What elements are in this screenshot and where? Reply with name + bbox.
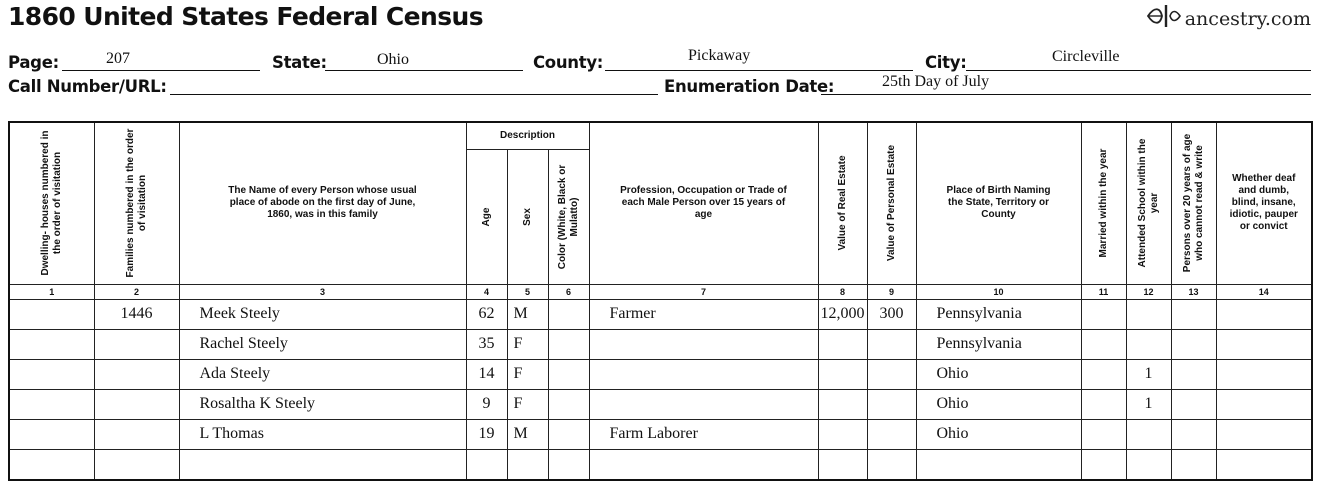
cell-personal-estate[interactable] <box>867 359 916 389</box>
ancestry-logo[interactable] <box>1146 3 1311 34</box>
cell-sex[interactable]: M <box>507 419 548 449</box>
cell-sex[interactable]: F <box>507 389 548 419</box>
table-row <box>9 419 1312 449</box>
cell-school[interactable] <box>1126 419 1171 449</box>
page-label: Page: <box>8 53 59 72</box>
cell-sex[interactable]: F <box>507 359 548 389</box>
cell-illiterate[interactable] <box>1171 359 1216 389</box>
cell-family[interactable] <box>94 359 179 389</box>
column-number: 2 <box>94 284 179 299</box>
cell-color[interactable] <box>548 449 589 480</box>
cell-name[interactable]: L Thomas <box>179 419 466 449</box>
cell-color[interactable] <box>548 299 589 329</box>
cell-occupation[interactable] <box>589 359 818 389</box>
column-number: 7 <box>589 284 818 299</box>
column-number: 10 <box>916 284 1081 299</box>
cell-condition[interactable] <box>1216 389 1312 419</box>
col-header-condition: Whether deaf and dumb, blind, insane, idiotic, pauper or convict <box>1216 122 1312 284</box>
page-value: 207 <box>106 50 130 67</box>
cell-color[interactable] <box>548 359 589 389</box>
city-value: Circleville <box>1052 48 1120 65</box>
column-number: 3 <box>179 284 466 299</box>
cell-age[interactable]: 19 <box>466 419 507 449</box>
column-number: 9 <box>867 284 916 299</box>
census-table <box>8 121 1313 481</box>
cell-dwelling[interactable] <box>9 389 94 419</box>
state-value: Ohio <box>377 51 409 68</box>
cell-condition[interactable] <box>1216 419 1312 449</box>
cell-color[interactable] <box>548 419 589 449</box>
cell-married[interactable] <box>1081 389 1126 419</box>
table-row <box>9 359 1312 389</box>
cell-illiterate[interactable] <box>1171 299 1216 329</box>
cell-personal-estate[interactable] <box>867 419 916 449</box>
cell-school[interactable] <box>1126 299 1171 329</box>
table-row <box>9 389 1312 419</box>
cell-age[interactable]: 35 <box>466 329 507 359</box>
cell-illiterate[interactable] <box>1171 389 1216 419</box>
city-label: City: <box>925 53 967 72</box>
cell-school[interactable]: 1 <box>1126 359 1171 389</box>
cell-dwelling[interactable] <box>9 299 94 329</box>
column-number: 12 <box>1126 284 1171 299</box>
cell-school[interactable] <box>1126 329 1171 359</box>
cell-family[interactable] <box>94 389 179 419</box>
cell-personal-estate[interactable] <box>867 329 916 359</box>
col-header-family: Families numbered in the order of visitation <box>94 122 179 284</box>
state-label: State: <box>272 53 327 72</box>
cell-birthplace[interactable]: Pennsylvania <box>916 299 1081 329</box>
column-number: 5 <box>507 284 548 299</box>
cell-married[interactable] <box>1081 449 1126 480</box>
col-header-dwelling: Dwelling- houses numbered in the order of visitation <box>9 122 94 284</box>
cell-married[interactable] <box>1081 329 1126 359</box>
cell-name[interactable]: Rachel Steely <box>179 329 466 359</box>
cell-name[interactable] <box>179 449 466 480</box>
cell-name[interactable]: Ada Steely <box>179 359 466 389</box>
cell-sex[interactable]: F <box>507 329 548 359</box>
col-header-sex: Sex <box>507 149 548 284</box>
col-header-school: Attended School within the year <box>1126 122 1171 284</box>
cell-condition[interactable] <box>1216 299 1312 329</box>
state-field-line[interactable] <box>325 70 523 71</box>
cell-condition[interactable] <box>1216 329 1312 359</box>
cell-real-estate[interactable] <box>818 419 867 449</box>
cell-occupation[interactable] <box>589 389 818 419</box>
cell-age[interactable]: 9 <box>466 389 507 419</box>
county-value: Pickaway <box>688 47 751 64</box>
cell-real-estate[interactable] <box>818 329 867 359</box>
cell-personal-estate[interactable]: 300 <box>867 299 916 329</box>
leaf-icon <box>1146 3 1182 34</box>
cell-illiterate[interactable] <box>1171 329 1216 359</box>
col-header-color: Color (White, Black or Mulatto) <box>548 149 589 284</box>
cell-dwelling[interactable] <box>9 329 94 359</box>
cell-birthplace[interactable]: Ohio <box>916 359 1081 389</box>
county-label: County: <box>533 53 604 72</box>
cell-family[interactable] <box>94 419 179 449</box>
cell-illiterate[interactable] <box>1171 419 1216 449</box>
cell-condition[interactable] <box>1216 449 1312 480</box>
cell-birthplace[interactable]: Ohio <box>916 389 1081 419</box>
cell-sex[interactable]: M <box>507 299 548 329</box>
column-number: 4 <box>466 284 507 299</box>
cell-real-estate[interactable] <box>818 449 867 480</box>
table-row <box>9 329 1312 359</box>
cell-school[interactable] <box>1126 449 1171 480</box>
cell-personal-estate[interactable] <box>867 389 916 419</box>
table-row <box>9 449 1312 480</box>
col-header-description: Description <box>466 122 589 149</box>
cell-birthplace[interactable]: Pennsylvania <box>916 329 1081 359</box>
cell-married[interactable] <box>1081 359 1126 389</box>
cell-sex[interactable] <box>507 449 548 480</box>
col-header-age: Age <box>466 149 507 284</box>
call-number-field-line[interactable] <box>170 94 658 95</box>
cell-real-estate[interactable] <box>818 389 867 419</box>
cell-birthplace[interactable] <box>916 449 1081 480</box>
enumeration-date-field-line[interactable] <box>821 94 1311 95</box>
cell-color[interactable] <box>548 329 589 359</box>
cell-personal-estate[interactable] <box>867 449 916 480</box>
cell-dwelling[interactable] <box>9 419 94 449</box>
logo-text: ancestry.com <box>1184 7 1311 30</box>
cell-real-estate[interactable] <box>818 359 867 389</box>
cell-real-estate[interactable]: 12,000 <box>818 299 867 329</box>
cell-age[interactable]: 14 <box>466 359 507 389</box>
page-field-line[interactable] <box>62 70 260 71</box>
cell-occupation[interactable]: Farmer <box>589 299 818 329</box>
column-number-row <box>9 284 1312 299</box>
cell-condition[interactable] <box>1216 359 1312 389</box>
cell-family[interactable]: 1446 <box>94 299 179 329</box>
census-title: 1860 United States Federal Census <box>8 2 483 31</box>
cell-age[interactable]: 62 <box>466 299 507 329</box>
col-header-illiterate: Persons over 20 years of age who cannot read & write <box>1171 122 1216 284</box>
cell-illiterate[interactable] <box>1171 449 1216 480</box>
col-header-occupation: Profession, Occupation or Trade of each Male Person over 15 years of age <box>589 122 818 284</box>
cell-dwelling[interactable] <box>9 359 94 389</box>
cell-name[interactable]: Meek Steely <box>179 299 466 329</box>
cell-color[interactable] <box>548 389 589 419</box>
col-header-personal-estate: Value of Personal Estate <box>867 122 916 284</box>
col-header-real-estate: Value of Real Estate <box>818 122 867 284</box>
county-field-line[interactable] <box>605 70 913 71</box>
column-number: 13 <box>1171 284 1216 299</box>
cell-birthplace[interactable]: Ohio <box>916 419 1081 449</box>
column-number: 6 <box>548 284 589 299</box>
cell-age[interactable] <box>466 449 507 480</box>
cell-occupation[interactable]: Farm Laborer <box>589 419 818 449</box>
column-number: 1 <box>9 284 94 299</box>
col-header-married: Married within the year <box>1081 122 1126 284</box>
cell-married[interactable] <box>1081 419 1126 449</box>
enumeration-date-value: 25th Day of July <box>882 73 990 90</box>
enumeration-date-label: Enumeration Date: <box>664 77 835 96</box>
cell-occupation[interactable] <box>589 449 818 480</box>
cell-dwelling[interactable] <box>9 449 94 480</box>
cell-occupation[interactable] <box>589 329 818 359</box>
column-number: 14 <box>1216 284 1312 299</box>
cell-school[interactable]: 1 <box>1126 389 1171 419</box>
city-field-line[interactable] <box>966 70 1311 71</box>
table-row <box>9 299 1312 329</box>
cell-family[interactable] <box>94 329 179 359</box>
col-header-name: The Name of every Person whose usual place of abode on the first day of June, 1860, was in this family <box>179 122 466 284</box>
call-number-label: Call Number/URL: <box>8 77 167 96</box>
column-number: 11 <box>1081 284 1126 299</box>
column-number: 8 <box>818 284 867 299</box>
cell-family[interactable] <box>94 449 179 480</box>
cell-married[interactable] <box>1081 299 1126 329</box>
cell-name[interactable]: Rosaltha K Steely <box>179 389 466 419</box>
col-header-birthplace: Place of Birth Naming the State, Territory or County <box>916 122 1081 284</box>
